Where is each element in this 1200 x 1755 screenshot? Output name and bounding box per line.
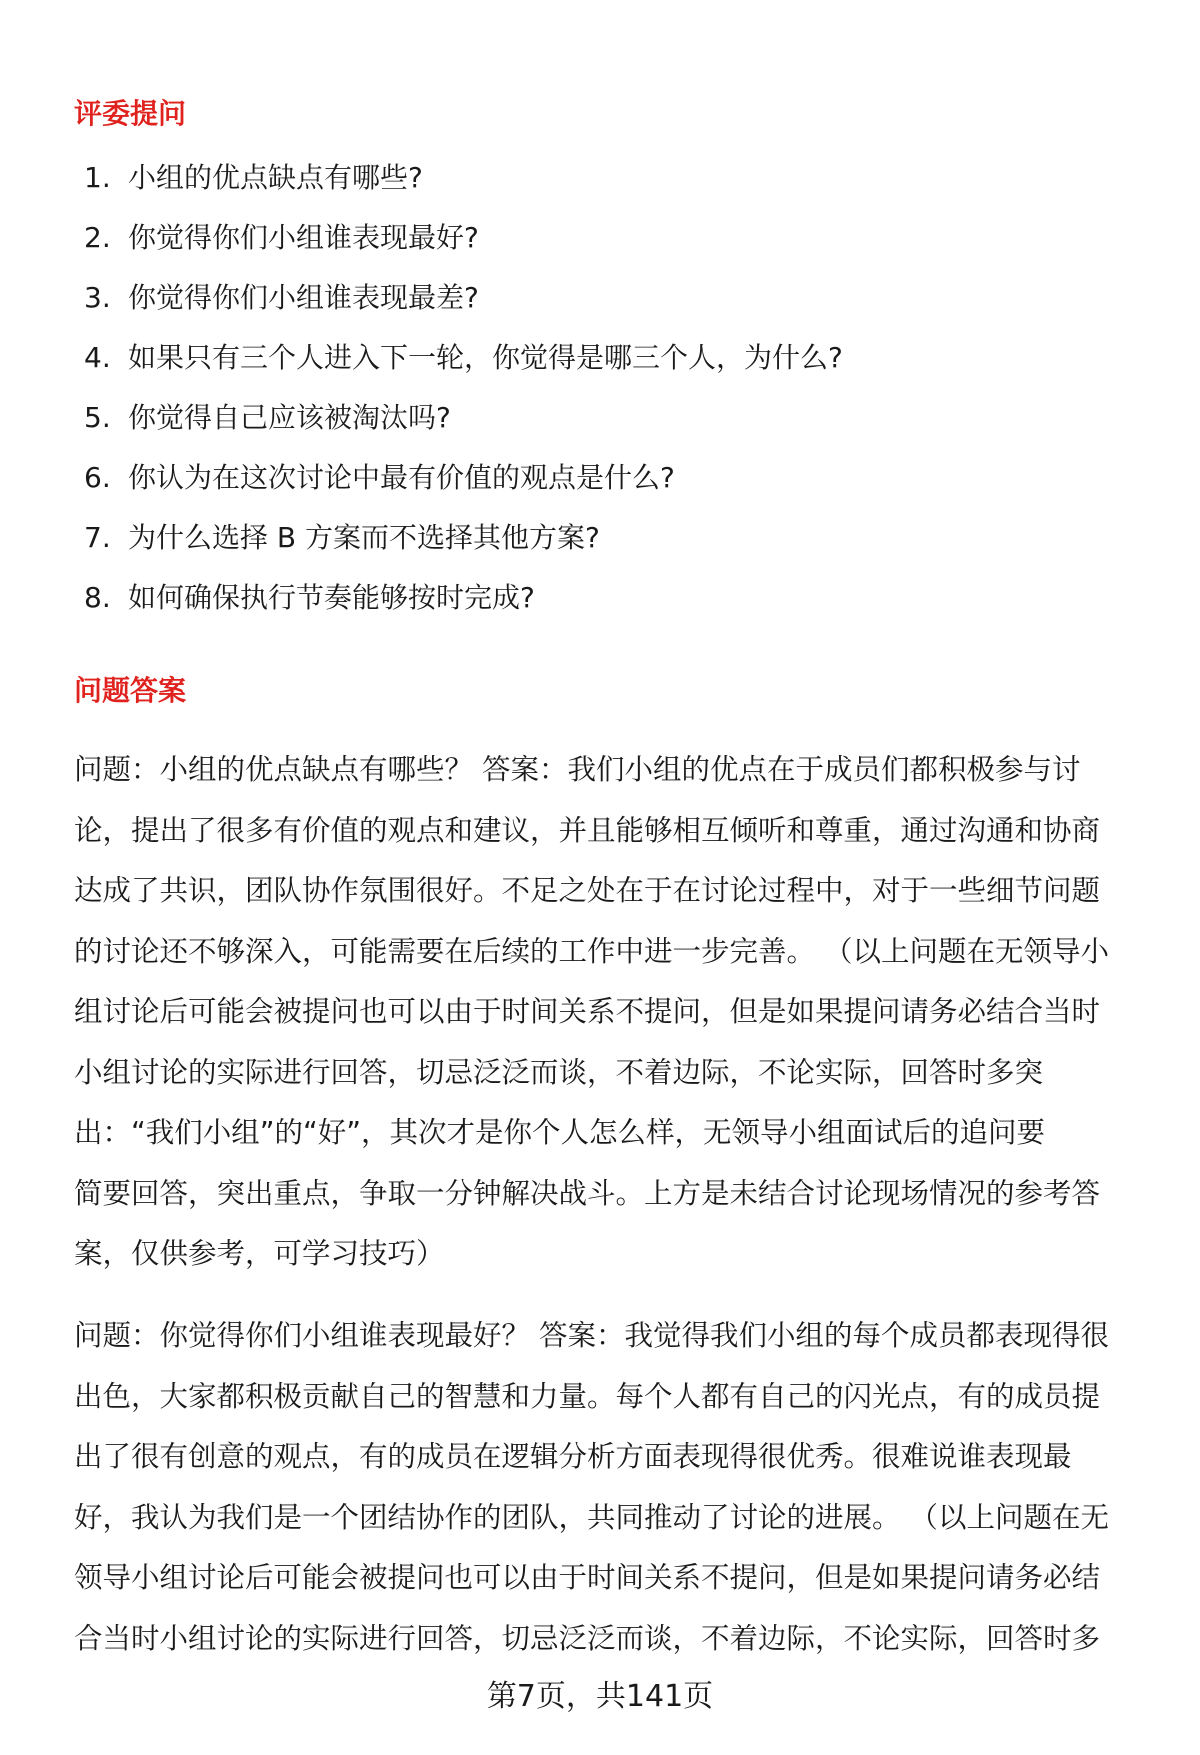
paragraph-line: 论，提出了很多有价值的观点和建议，并且能够相互倾听和尊重，通过沟通和协商	[74, 813, 1101, 847]
question-item	[84, 278, 843, 338]
paragraph-line: 小组讨论的实际进行回答，切忌泛泛而谈，不着边际，不论实际，回答时多突	[74, 1055, 1044, 1089]
question-text: 如何确保执行节奏能够按时完成?	[128, 581, 535, 614]
paragraph-line: 领导小组讨论后可能会被提问也可以由于时间关系不提问，但是如果提问请务必结	[74, 1561, 1101, 1594]
paragraph-line: 合当时小组讨论的实际进行回答，切忌泛泛而谈，不着边际，不论实际，回答时多	[74, 1621, 1101, 1655]
paragraph-line: 出了很有创意的观点，有的成员在逻辑分析方面表现得很优秀。很难说谁表现最	[74, 1440, 1072, 1473]
question-number: 6.	[84, 461, 111, 494]
paragraph-line: 组讨论后可能会被提问也可以由于时间关系不提问，但是如果提问请务必结合当时	[74, 995, 1101, 1028]
question-number: 8.	[84, 581, 111, 614]
question-number: 2.	[84, 221, 111, 254]
question-list	[84, 158, 843, 638]
question-item	[84, 458, 843, 518]
question-text: 如果只有三个人进入下一轮，你觉得是哪三个人，为什么?	[128, 341, 843, 374]
answer-paragraph-2	[74, 1316, 1154, 1679]
page-number: 第7页，共141页	[486, 1679, 714, 1714]
section-heading-answers: 问题答案	[74, 674, 187, 707]
section-heading-judge-questions: 评委提问	[74, 97, 187, 130]
question-text: 为什么选择 B 方案而不选择其他方案?	[128, 521, 600, 554]
paragraph-line: 问题：你觉得你们小组谁表现最好？ 答案：我觉得我们小组的每个成员都表现得很	[74, 1319, 1110, 1352]
question-item	[84, 518, 843, 578]
question-text: 你觉得你们小组谁表现最差?	[128, 281, 479, 314]
question-number: 1.	[84, 161, 111, 194]
paragraph-line: 的讨论还不够深入，可能需要在后续的工作中进一步完善。 （以上问题在无领导小	[74, 934, 1110, 968]
question-item	[84, 158, 843, 218]
answer-paragraph-1	[74, 750, 1154, 1295]
question-item	[84, 398, 843, 458]
question-text: 小组的优点缺点有哪些?	[128, 161, 423, 194]
paragraph-line: 案，仅供参考，可学习技巧）	[74, 1237, 445, 1270]
question-text: 你觉得自己应该被淘汰吗?	[128, 401, 451, 434]
question-number: 5.	[84, 401, 111, 434]
paragraph-line: 好，我认为我们是一个团结协作的团队，共同推动了讨论的进展。 （以上问题在无	[74, 1500, 1110, 1534]
question-item	[84, 578, 843, 638]
question-text: 你觉得你们小组谁表现最好?	[128, 221, 479, 254]
question-number: 7.	[84, 521, 111, 554]
paragraph-line: 达成了共识，团队协作氛围很好。不足之处在于在讨论过程中，对于一些细节问题	[74, 874, 1101, 907]
question-number: 3.	[84, 281, 111, 314]
paragraph-line: 出色，大家都积极贡献自己的智慧和力量。每个人都有自己的闪光点，有的成员提	[74, 1379, 1101, 1413]
question-item	[84, 218, 843, 278]
question-number: 4.	[84, 341, 111, 374]
paragraph-line: 问题：小组的优点缺点有哪些？ 答案：我们小组的优点在于成员们都积极参与讨	[74, 753, 1081, 786]
paragraph-line: 出：“我们小组”的“好”，其次才是你个人怎么样，无领导小组面试后的追问要	[74, 1116, 1046, 1149]
paragraph-line: 简要回答，突出重点，争取一分钟解决战斗。上方是未结合讨论现场情况的参考答	[74, 1176, 1101, 1210]
question-text: 你认为在这次讨论中最有价值的观点是什么?	[128, 461, 675, 494]
question-item	[84, 338, 843, 398]
